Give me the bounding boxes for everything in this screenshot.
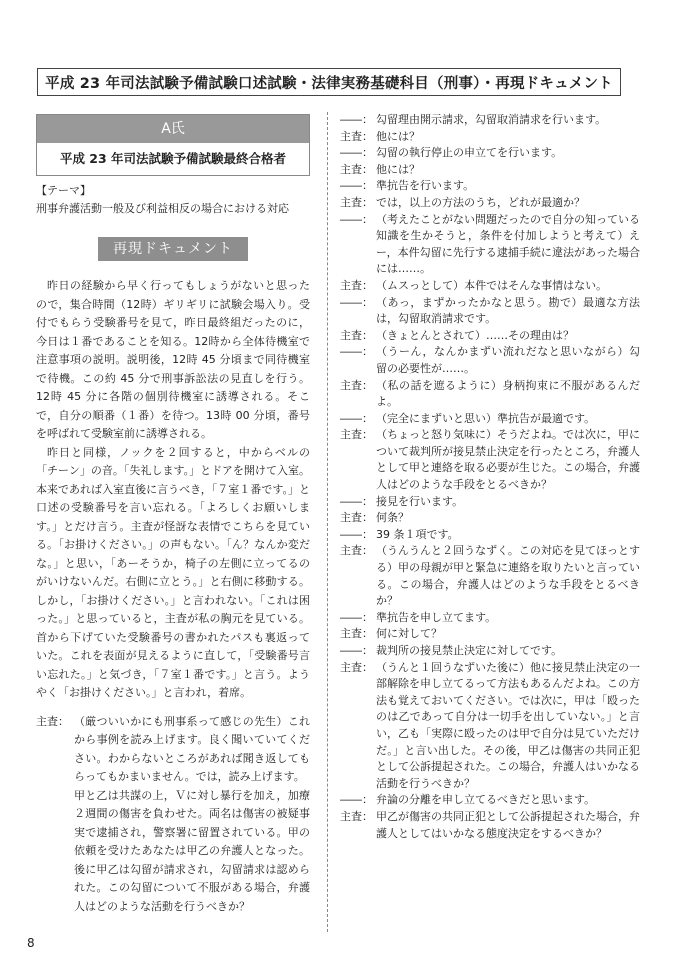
utterance: 39 条１項です。 (376, 527, 459, 541)
dialogue-line (340, 543, 640, 609)
speaker: ――： (340, 527, 373, 541)
utterance: （うーん，なんかまずい流れだなと思いながら）勾留の必要性が……。 (376, 345, 640, 375)
speaker: 主査： (340, 809, 373, 823)
utterance: （きょとんとされて）……その理由は？ (376, 328, 574, 342)
dialogue-line (340, 129, 640, 146)
utterance: （うんと１回うなずいた後に）他に接見禁止決定の一部解除を申し立てるって方法もあるんだよね。この方法も覚えておいてください。では次に，甲は「殴ったのは乙であって自分は一切手を出していない。」と言い，乙も「実際に殴ったのは甲で自分は見ていただけだ。」と言い出した。その後，甲乙は傷害の共同正犯として公訴提起された。この場合，弁護人はいかなる活動を行うべきか？ (376, 660, 640, 790)
dialogue-line (340, 212, 640, 278)
utterance: （ムスっとして）本件ではそんな事情はない。 (376, 278, 608, 292)
dialogue-line (340, 626, 640, 643)
utterance: （厳ついいかにも刑事系って感じの先生）これから事例を読み上げます。良く聞いていてください。わからないところがあれば聞き返してもらってもかまいません。では，読み上げます。 (74, 714, 310, 783)
dialogue-line (340, 278, 640, 295)
utterance: 裁判所の接見禁止決定に対してです。 (376, 644, 563, 657)
dialogue-line (340, 411, 640, 428)
utterance: 弁論の分離を申し立てるべきだと思います。 (376, 793, 596, 807)
speaker: 主査： (340, 660, 373, 674)
page-title: 平成 23 年司法試験予備試験口述試験・法律実務基礎科目（刑事）・再現ドキュメント (37, 68, 621, 96)
dialogue-line (340, 792, 640, 809)
dialogue-line (36, 787, 310, 917)
speaker: 主査： (340, 195, 373, 209)
speaker: ――： (340, 179, 373, 193)
speaker: 主査： (340, 627, 373, 641)
dialogue-line (340, 112, 640, 129)
narrative-paragraph: 昨日の経験から早く行ってもしょうがないと思ったので，集合時間（12時）ギリギリに試験会場入り。受付でもらう受験番号を見て，昨日最終組だったのに，今日は１番であることを知る。12時から全体待機室で注意事項の説明。説明後，12時 45 分頃まで同待機室で待機。この約 45 分で刑事訴訟法の見直しを行う。12時 45 分に各階の個別待機室に誘導される。そこで，自分の順番（１番）を待つ。13時 00 分頃，番号を呼ばれて受験室前に誘導される。 (36, 279, 310, 440)
speaker: 主査： (340, 129, 373, 143)
utterance: 勾留理由開示請求，勾留取消請求を行います。 (376, 113, 607, 126)
utterance: （考えたことがない問題だったので自分の知っている知識を生かそうと，条件を付加しようと考えて）えー，本件勾留に先行する逮捕手続に違法があった場合には……。 (376, 212, 640, 276)
dialogue-line (340, 809, 640, 842)
dialogue-right (340, 112, 640, 842)
dialogue-line (340, 427, 640, 493)
utterance: では，以上の方法のうち，どれが最適か？ (376, 195, 585, 209)
speaker: 主査： (340, 428, 373, 442)
left-column (36, 114, 310, 916)
utterance: 準抗告を行います。 (376, 179, 475, 193)
theme-label: 【テーマ】 (36, 184, 91, 197)
narrative-paragraph: 昨日と同様，ノックを２回すると，中からベルの「チーン」の音。「失礼します。」とドアを開けて入室。本来であれば入室直後に言うべき，「７室１番です。」と口述の受験番号を言い忘れる。「よろしくお願いします。」とだけ言う。主査が怪訝な表情でこちらを見ている。「お掛けください。」の声もない。「ん？なんか変だな。」と思い，「あーそうか，椅子の左側に立ってるのがいけないんだ。右側に立とう。」と右側に移動する。しかし，「お掛けください。」と言われない。「これは困った。」と思っていると，主査が私の胸元を見ている。首から下げていた受験番号の書かれたパスも裏返っていた。これを表面が見えるように直して，「受験番号言い忘れた。」と気づき，「７室１番です。」と言う。ようやく「お掛けください。」と言われ，着席。 (36, 445, 310, 699)
utterance: （うんうんと２回うなずく。この対応を見てほっとする）甲の母親が甲と緊急に連絡を取りたいと言っている。この場合，弁護人はどのような手段をとるべきか？ (376, 544, 640, 608)
speaker: 主査： (340, 162, 373, 176)
speaker: ――： (340, 610, 373, 624)
dialogue-line (340, 494, 640, 511)
utterance: 何条？ (376, 511, 409, 525)
utterance: 他には？ (376, 162, 420, 176)
utterance: 準抗告を申し立てます。 (376, 610, 497, 624)
person-description: 平成 23 年司法試験予備試験最終合格者 (59, 151, 287, 166)
speaker: 主査： (36, 714, 69, 728)
dialogue-line (340, 162, 640, 179)
speaker: ――： (340, 212, 373, 226)
utterance: （ちょっと怒り気味に）そうだよね。では次に，甲について裁判所が接見禁止決定を行ったところ，弁護人として甲と連絡を取る必要が生じた。この場合，弁護人はどのような手段をとるべきか？ (376, 428, 640, 492)
speaker: 主査： (340, 278, 373, 292)
speaker: ――： (340, 411, 373, 425)
utterance: （私の話を遮るように）身柄拘束に不服があるんだよ。 (376, 378, 640, 409)
dialogue-line (340, 643, 640, 660)
speaker (36, 787, 74, 917)
speaker: ――： (340, 644, 373, 657)
speaker: ――： (340, 295, 373, 309)
theme-text: 刑事弁護活動一般及び利益相反の場合における対応 (36, 202, 289, 215)
speaker: ――： (340, 146, 373, 160)
dialogue-line (340, 328, 640, 345)
section-heading: 再現ドキュメント (98, 237, 248, 261)
utterance: （あっ，まずかったかなと思う。勘で）最適な方法は，勾留取消請求です。 (376, 295, 640, 326)
utterance: 勾留の執行停止の申立てを行います。 (376, 146, 563, 160)
dialogue-line (340, 178, 640, 195)
utterance: 接見を行います。 (376, 494, 464, 508)
narrative (36, 277, 310, 703)
person-name: A氏 (37, 115, 309, 143)
speaker: 主査： (340, 544, 373, 558)
dialogue-line (340, 195, 640, 212)
page-number: 8 (27, 936, 35, 950)
dialogue-line (340, 145, 640, 162)
utterance: 他には？ (376, 129, 420, 143)
speaker: 主査： (340, 328, 373, 342)
dialogue-left (36, 713, 310, 917)
dialogue-line (340, 344, 640, 377)
column-divider (327, 112, 328, 932)
dialogue-line (340, 295, 640, 328)
speaker: 主査： (340, 511, 373, 525)
dialogue-line (36, 713, 310, 787)
utterance: （完全にまずいと思い）準抗告が最適です。 (376, 411, 596, 425)
person-box (36, 114, 310, 176)
dialogue-line (340, 378, 640, 411)
speaker: 主査： (340, 378, 373, 392)
speaker: ――： (340, 494, 373, 508)
utterance: 甲乙が傷害の共同正犯として公訴提起された場合，弁護人としてはいかなる態度決定をするべきか？ (376, 809, 640, 840)
utterance: 何に対して？ (376, 627, 442, 641)
dialogue-line (340, 610, 640, 627)
utterance: 甲と乙は共謀の上，Ｖに対し暴行を加え，加療２週間の傷害を負わせた。両名は傷害の被疑事実で逮捕され，警察署に留置されている。甲の依頼を受けたあなたは甲乙の弁護人となった。後に甲乙は勾留が請求され，勾留請求は認められた。この勾留について不服がある場合，弁護人はどのような活動を行うべきか？ (74, 788, 310, 913)
speaker: ――： (340, 113, 373, 126)
speaker: ――： (340, 793, 373, 807)
dialogue-line (340, 660, 640, 793)
dialogue-line (340, 527, 640, 544)
dialogue-line (340, 510, 640, 527)
speaker: ――： (340, 345, 373, 359)
